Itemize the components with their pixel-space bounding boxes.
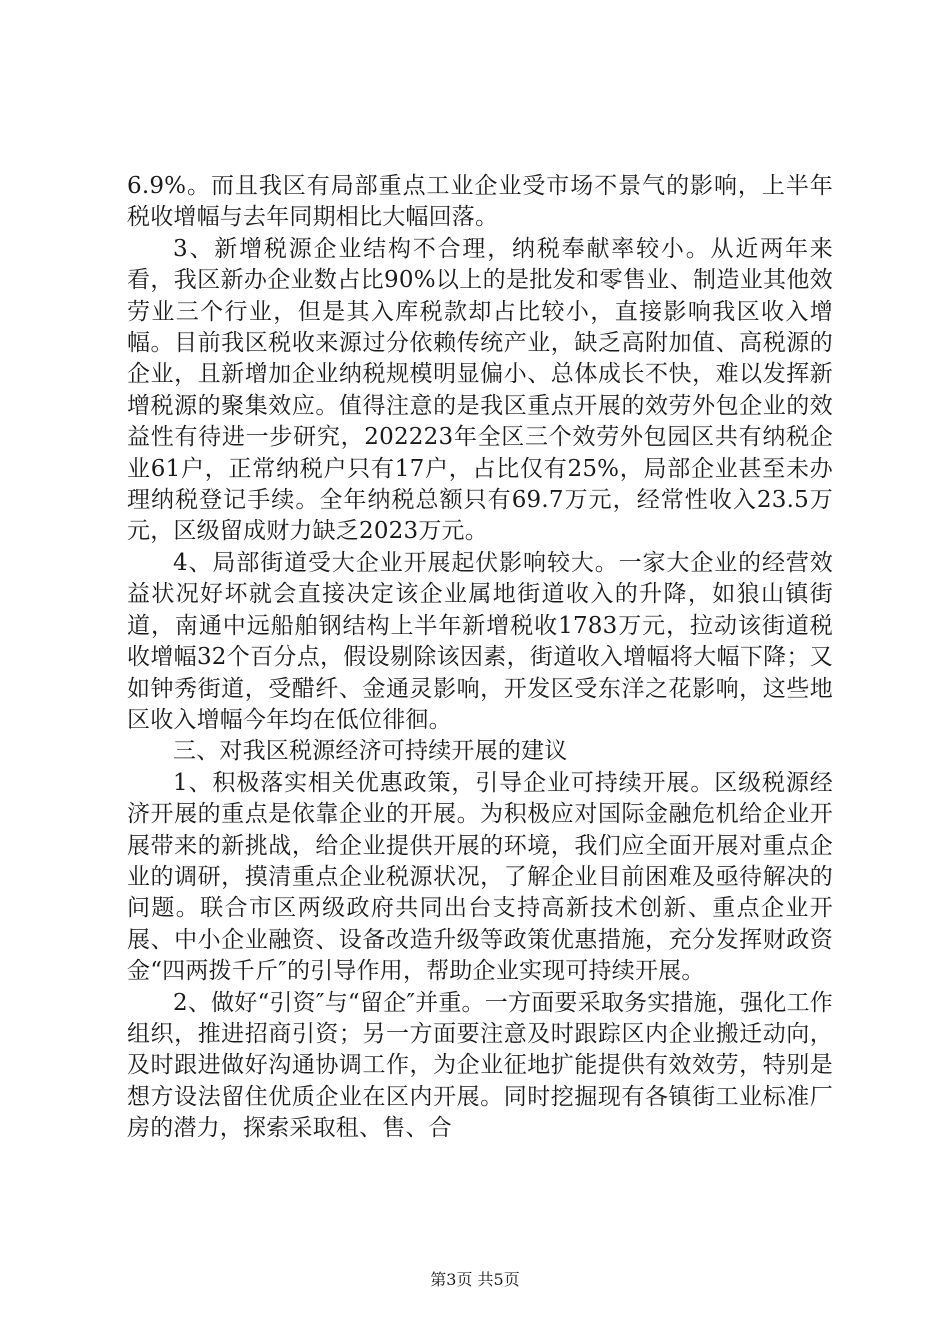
paragraph-item-4: 4、局部街道受大企业开展起伏影响较大。一家大企业的经营效益状况好坏就会直接决定该企业属地街道收入的升降，如狼山镇街道，南通中远船舶钢结构上半年新增税收1783万元，拉动该街道税收增幅32个百分点，假设剔除该因素，街道收入增幅将大幅下降；又如钟秀街道，受醋纤、金通灵影响，开发区受东洋之花影响，这些地区收入增幅今年均在低位徘徊。 bbox=[127, 549, 833, 733]
section-heading: 三、对我区税源经济可持续开展的建议 bbox=[173, 738, 568, 765]
document-body bbox=[127, 171, 833, 1145]
paragraph-suggestion-2: 2、做好“引资″与“留企″并重。一方面要采取务实措施，强化工作组织，推进招商引资；另一方面要注意及时跟踪区内企业搬迁动向，及时跟进做好沟通协调工作，为企业征地扩能提供有效效劳，特别是想方设法留住优质企业在区内开展。同时挖掘现有各镇街工业标准厂房的潜力，探索采取租、售、合 bbox=[127, 989, 833, 1142]
paragraph-continuation: 6.9%。而且我区有局部重点工业企业受市场不景气的影响，上半年税收增幅与去年同期相比大幅回落。 bbox=[127, 173, 833, 231]
page-number-footer: 第3页 共5页 bbox=[430, 1270, 520, 1289]
paragraph-suggestion-1: 1、积极落实相关优惠政策，引导企业可持续开展。区级税源经济开展的重点是依靠企业的开展。为积极应对国际金融危机给企业开展带来的新挑战，给企业提供开展的环境，我们应全面开展对重点企业的调研，摸清重点企业税源状况，了解企业目前困难及亟待解决的问题。联合市区两级政府共同出台支持高新技术创新、重点企业开展、中小企业融资、设备改造升级等政策优惠措施，充分发挥财政资金“四两拨千斤″的引导作用，帮助企业实现可持续开展。 bbox=[127, 769, 833, 985]
paragraph-item-3: 3、新增税源企业结构不合理，纳税奉献率较小。从近两年来看，我区新办企业数占比90%以上的是批发和零售业、制造业其他效劳业三个行业，但是其入库税款却占比较小，直接影响我区收入增幅。目前我区税收来源过分依赖传统产业，缺乏高附加值、高税源的企业，且新增加企业纳税规模明显偏小、总体成长不快，难以发挥新增税源的聚集效应。值得注意的是我区重点开展的效劳外包企业的效益性有待进一步研究，202223年全区三个效劳外包园区共有纳税企业61户，正常纳税户只有17户，占比仅有25%，局部企业甚至未办理纳税登记手续。全年纳税总额只有69.7万元，经常性收入23.5万元，区级留成财力缺乏2023万元。 bbox=[127, 235, 833, 545]
